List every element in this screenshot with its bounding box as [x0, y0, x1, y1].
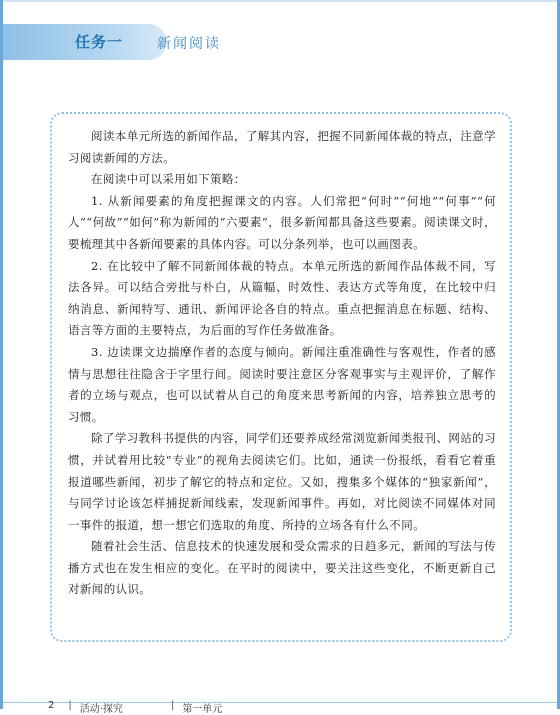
- section-title: 新闻阅读: [157, 36, 221, 52]
- paragraph-strategy-lead: 在阅读中可以采用如下策略：: [91, 172, 246, 187]
- left-frame-line: [0, 0, 3, 709]
- paragraph-strategy-1: 1. 从新闻要素的角度把握课文的内容。人们常把“何时”“何地”“何事”“何人”“何故”“如何”称为新闻的“六要素”，很多新闻都具备这些要素。阅读课文时，要梳理其中各新闻要素的具体内容。可以分条列举，也可以画图表。: [68, 193, 496, 251]
- footer-book-label: 活动·探究: [79, 704, 123, 715]
- paragraph-extension: 除了学习教科书提供的内容，同学们还要养成经常浏览新闻类报刊、网站的习惯，并试着用比较“专业”的视角去阅读它们。比如，通读一份报纸，看看它着重报道哪些新闻，初步了解它的特点和定位。又如，搜集多个媒体的“独家新闻”，与同学讨论该怎样捕捉新闻线索，发现新闻事件。再如，对比阅读不同媒体对同一事件的报道，想一想它们选取的角度、所持的立场各有什么不同。: [68, 431, 496, 532]
- paragraph-strategy-3: 3. 边读课文边揣摩作者的态度与倾向。新闻注重准确性与客观性，作者的感情与思想往往隐含于字里行间。阅读时要注意区分客观事实与主观评价，了解作者的立场与观点，也可以试着从自己的角度来思考新闻的内容，培养独立思考的习惯。: [68, 344, 496, 424]
- paragraph-intro: 阅读本单元所选的新闻作品，了解其内容，把握不同新闻体裁的特点，注意学习阅读新闻的方法。: [68, 129, 496, 165]
- footer-separator-2: |: [170, 700, 175, 711]
- top-edge: [0, 0, 560, 2]
- paragraph-strategy-2: 2. 在比较中了解不同新闻体裁的特点。本单元所选的新闻作品体裁不同，写法各异。可以结合旁批与朴白，从篇幅、时效性、表达方式等角度，在比较中归纳消息、新闻特写、通讯、新闻评论各自的特点。重点把握消息在标题、结构、语言等方面的主要特点，为后面的写作任务做准备。: [68, 258, 496, 338]
- paragraph-conclusion: 随着社会生活、信息技术的快速发展和受众需求的日趋多元，新闻的写法与传播方式也在发生相应的变化。在平时的阅读中，要关注这些变化，不断更新自己对新闻的认识。: [68, 539, 496, 597]
- task-label: 任务一: [75, 33, 124, 51]
- page-footer: [48, 700, 222, 714]
- page-number: 2: [48, 700, 55, 711]
- footer-separator: |: [68, 700, 72, 711]
- reading-guide-box: [50, 112, 512, 642]
- footer-unit-label: 第一单元: [182, 704, 223, 715]
